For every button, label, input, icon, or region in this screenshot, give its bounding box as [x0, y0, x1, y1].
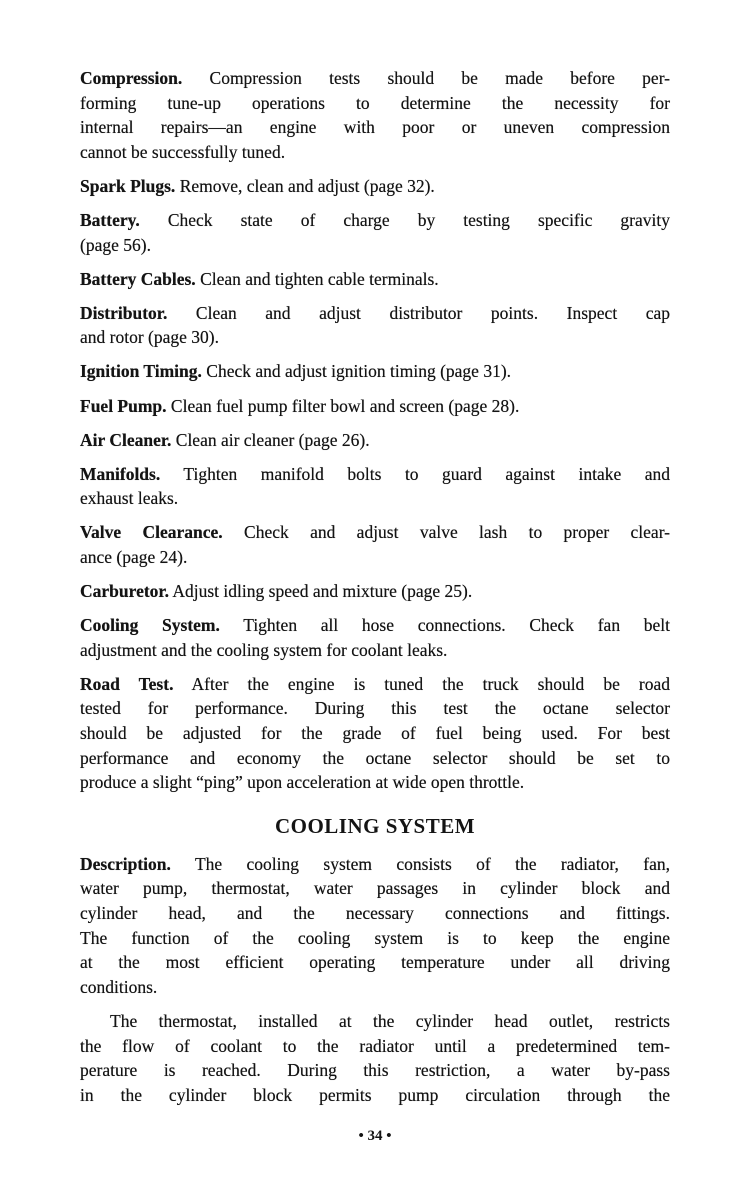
paragraph: [80, 579, 670, 604]
line-text: tested for performance. During this test the octane selector: [80, 698, 670, 719]
line-text: Check and adjust valve lash to proper clear-: [244, 522, 671, 543]
text-line: [80, 638, 670, 663]
paragraph-term: Cooling System.: [80, 615, 220, 636]
paragraph-term: Compression.: [80, 68, 183, 88]
text-line: [80, 746, 670, 771]
line-text: Clean fuel pump filter bowl and screen (page 28).: [170, 395, 520, 416]
line-text: internal repairs—an engine with poor or uneven compression: [80, 117, 670, 138]
text-line: [80, 267, 670, 292]
paragraph: [80, 462, 670, 511]
paragraph: [80, 1009, 670, 1107]
paragraph: [80, 174, 670, 199]
paragraph: [80, 428, 670, 453]
paragraph-term: Carburetor.: [80, 581, 169, 602]
paragraph: [80, 520, 670, 569]
text-line: [80, 428, 670, 453]
paragraph: [80, 267, 670, 292]
text-line: [80, 66, 670, 91]
section-heading: COOLING SYSTEM: [274, 813, 476, 838]
paragraph-term: Manifolds.: [80, 463, 161, 484]
line-text: The cooling system consists of the radiator, fan,: [194, 853, 671, 874]
paragraph: [80, 672, 670, 795]
text-line: [80, 579, 670, 604]
line-text: Tighten manifold bolts to guard against intake and: [183, 463, 670, 484]
paragraph-term: Distributor.: [80, 302, 168, 323]
text-line: [80, 901, 670, 926]
paragraph: [80, 394, 670, 419]
text-line: [80, 672, 670, 697]
paragraph-term: Road Test.: [80, 673, 174, 694]
line-text: Clean and tighten cable terminals.: [200, 268, 439, 289]
text-line: [80, 208, 670, 233]
text-line: [80, 233, 670, 258]
paragraph: [80, 208, 670, 257]
line-text: The function of the cooling system is to keep the engine: [80, 927, 670, 948]
text-line: [80, 926, 670, 951]
line-text: Compression tests should be made before per-: [209, 68, 671, 88]
text-line: [80, 770, 670, 795]
paragraph-term: Ignition Timing.: [80, 361, 202, 382]
line-text: Check state of charge by testing specific gravity: [167, 209, 670, 230]
line-text: Remove, clean and adjust (page 32).: [179, 175, 435, 196]
text-line: [80, 115, 670, 140]
text-line: [80, 613, 670, 638]
line-text: in the cylinder block permits pump circulation through the: [80, 1084, 670, 1105]
line-text: should be adjusted for the grade of fuel being used. For best: [80, 723, 670, 744]
line-text: Tighten all hose connections. Check fan belt: [243, 615, 671, 636]
text-line: [80, 852, 670, 877]
paragraph: [80, 852, 670, 1000]
text-line: [80, 696, 670, 721]
paragraph: [80, 359, 670, 384]
line-text: the flow of coolant to the radiator until a predetermined tem-: [80, 1035, 670, 1056]
text-line: [80, 462, 670, 487]
text-line: [80, 486, 670, 511]
text-line: [80, 359, 670, 384]
text-line: [80, 975, 670, 1000]
line-text: produce a slight “ping” upon acceleration at wide open throttle.: [80, 772, 525, 793]
line-text: cannot be successfully tuned.: [80, 141, 286, 162]
text-line: [80, 394, 670, 419]
line-text: perature is reached. During this restriction, a water by-pass: [80, 1060, 670, 1081]
paragraph-term: Battery Cables.: [80, 268, 196, 289]
line-text: Check and adjust ignition timing (page 31).: [206, 361, 512, 382]
line-text: (page 56).: [80, 234, 151, 255]
paragraph: [80, 301, 670, 350]
text-line: [80, 1034, 670, 1059]
text-line: [80, 140, 670, 165]
line-text: and rotor (page 30).: [80, 327, 219, 348]
text-line: [80, 1009, 670, 1034]
text-line: [80, 174, 670, 199]
paragraph-term: Fuel Pump.: [80, 395, 167, 416]
paragraph-term: Air Cleaner.: [80, 429, 172, 450]
line-text: Adjust idling speed and mixture (page 25).: [172, 581, 473, 602]
text-line: [80, 1058, 670, 1083]
paragraph-term: Spark Plugs.: [80, 175, 176, 196]
line-text: exhaust leaks.: [80, 488, 179, 509]
paragraph-term: Battery.: [80, 209, 140, 230]
line-text: water pump, thermostat, water passages in cylinder block and: [80, 878, 670, 899]
text-line: [80, 1083, 670, 1108]
line-text: at the most efficient operating temperature under all driving: [80, 952, 670, 973]
line-text: After the engine is tuned the truck should be road: [191, 673, 670, 694]
text-line: [80, 721, 670, 746]
text-line: [80, 325, 670, 350]
paragraph: [80, 613, 670, 662]
text-line: [80, 950, 670, 975]
page-body: [80, 66, 670, 1117]
text-line: [80, 545, 670, 570]
page-number: • 34 •: [358, 1128, 392, 1144]
line-text: ance (page 24).: [80, 547, 188, 567]
text-line: [80, 876, 670, 901]
paragraph: [80, 66, 670, 164]
line-text: cylinder head, and the necessary connections and fittings.: [80, 903, 670, 924]
line-text: forming tune-up operations to determine the necessity for: [80, 92, 670, 113]
line-text: adjustment and the cooling system for coolant leaks.: [80, 639, 448, 660]
paragraph-term: Description.: [80, 853, 171, 874]
line-text: The thermostat, installed at the cylinder head outlet, restricts: [110, 1010, 670, 1031]
line-text: performance and economy the octane selector should be set to: [80, 747, 670, 768]
line-text: Clean and adjust distributor points. Inspect cap: [195, 302, 671, 323]
line-text: Clean air cleaner (page 26).: [175, 429, 370, 450]
text-line: [80, 520, 670, 545]
line-text: conditions.: [80, 976, 158, 997]
text-line: [80, 301, 670, 326]
text-line: [80, 91, 670, 116]
paragraph-term: Valve Clearance.: [80, 522, 223, 543]
